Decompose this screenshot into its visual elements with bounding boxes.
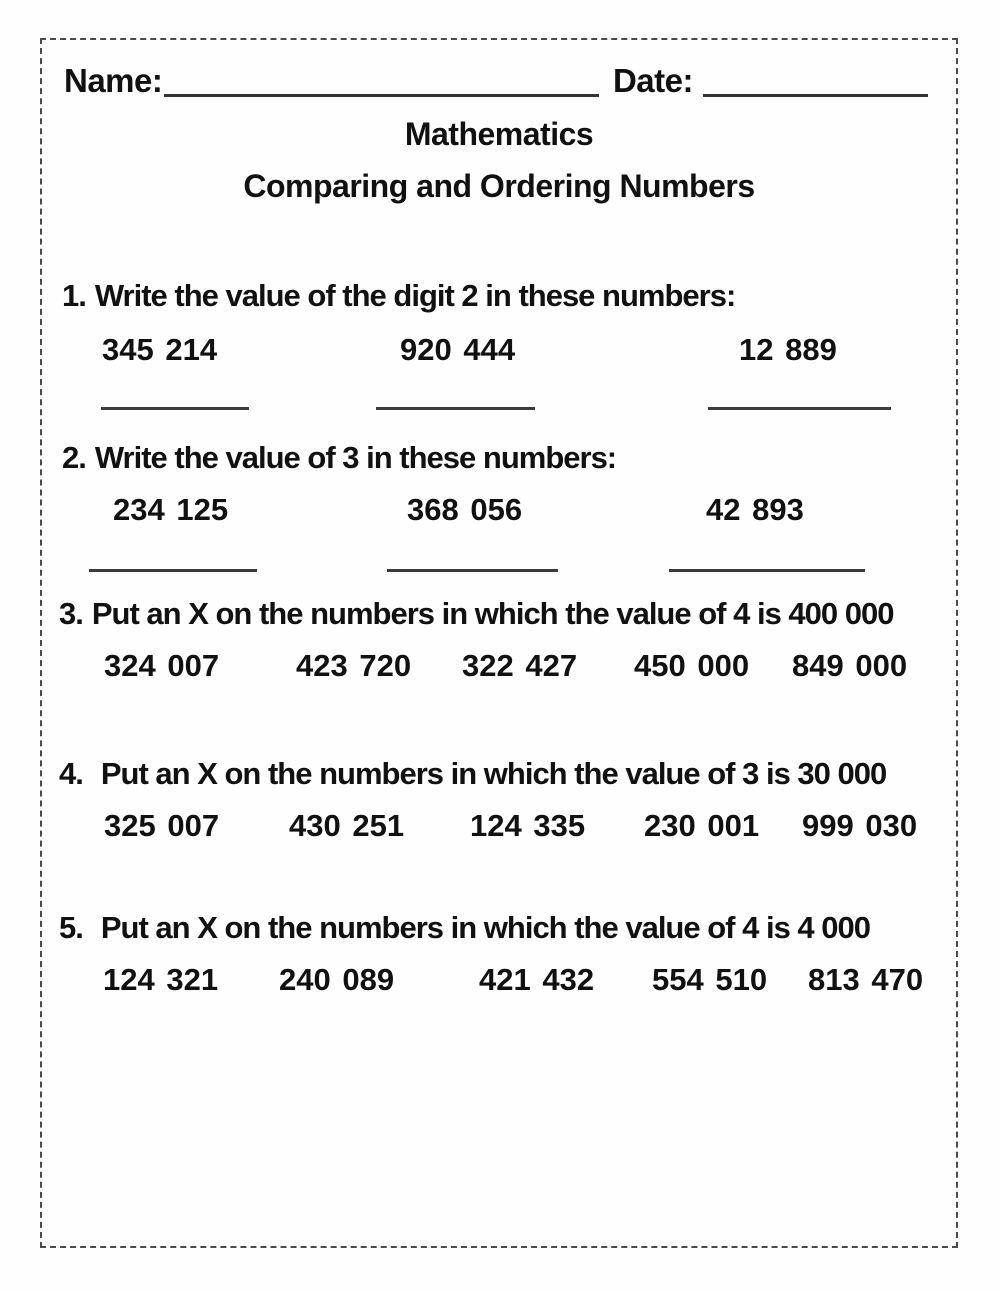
selectable-number[interactable]: 999 030: [802, 808, 918, 843]
number-value: 234 125: [113, 492, 229, 527]
selectable-number[interactable]: 325 007: [104, 808, 220, 843]
selectable-number[interactable]: 324 007: [104, 648, 220, 683]
question-5-heading: [59, 910, 870, 946]
question-2-number: 2.: [62, 440, 86, 475]
question-5-numbers: [42, 962, 956, 996]
answer-blank[interactable]: [101, 400, 249, 410]
date-label: Date:: [612, 62, 693, 99]
answer-blank[interactable]: [376, 400, 535, 410]
selectable-number[interactable]: 554 510: [652, 962, 768, 997]
date-blank-line[interactable]: [703, 67, 928, 97]
question-5-number: 5.: [59, 910, 83, 945]
selectable-number[interactable]: 423 720: [296, 648, 412, 683]
question-2-answer-blanks: [42, 562, 956, 574]
question-1-prompt: Write the value of the digit 2 in these numbers:: [94, 278, 736, 313]
selectable-number[interactable]: 450 000: [634, 648, 750, 683]
question-3-numbers: [42, 648, 956, 682]
page-title: Mathematics: [404, 116, 594, 152]
selectable-number[interactable]: 430 251: [289, 808, 405, 843]
question-3-heading: [59, 596, 893, 632]
name-label: Name:: [64, 62, 163, 99]
selectable-number[interactable]: 813 470: [808, 962, 924, 997]
selectable-number[interactable]: 322 427: [462, 648, 578, 683]
question-4-heading: [59, 756, 886, 792]
question-5-prompt: Put an X on the numbers in which the value of 4 is 4 000: [100, 910, 870, 945]
answer-blank[interactable]: [669, 562, 865, 572]
question-4-number: 4.: [59, 756, 83, 791]
question-4-prompt: Put an X on the numbers in which the value of 3 is 30 000: [100, 756, 887, 791]
header-row: [64, 64, 928, 100]
number-value: 12 889: [739, 332, 837, 367]
selectable-number[interactable]: 421 432: [479, 962, 595, 997]
selectable-number[interactable]: 124 335: [470, 808, 586, 843]
question-1-numbers: [42, 332, 956, 366]
number-value: 42 893: [706, 492, 804, 527]
selectable-number[interactable]: 240 089: [279, 962, 395, 997]
answer-blank[interactable]: [89, 562, 257, 572]
question-4-numbers: [42, 808, 956, 842]
question-1-number: 1.: [62, 278, 86, 313]
question-2-prompt: Write the value of 3 in these numbers:: [94, 440, 617, 475]
question-2-numbers: [42, 492, 956, 526]
answer-blank[interactable]: [387, 562, 558, 572]
selectable-number[interactable]: 849 000: [792, 648, 908, 683]
page-subtitle: Comparing and Ordering Numbers: [243, 168, 755, 204]
question-1-heading: [62, 278, 735, 314]
name-blank-line[interactable]: [164, 67, 599, 97]
question-2-heading: [62, 440, 616, 476]
number-value: 368 056: [407, 492, 523, 527]
question-1-answer-blanks: [42, 400, 956, 412]
answer-blank[interactable]: [708, 400, 891, 410]
selectable-number[interactable]: 230 001: [644, 808, 760, 843]
selectable-number[interactable]: 124 321: [103, 962, 219, 997]
number-value: 920 444: [400, 332, 516, 367]
worksheet-border: [40, 38, 958, 1248]
question-3-prompt: Put an X on the numbers in which the value of 4 is 400 000: [91, 596, 894, 631]
number-value: 345 214: [102, 332, 218, 367]
question-3-number: 3.: [59, 596, 83, 631]
